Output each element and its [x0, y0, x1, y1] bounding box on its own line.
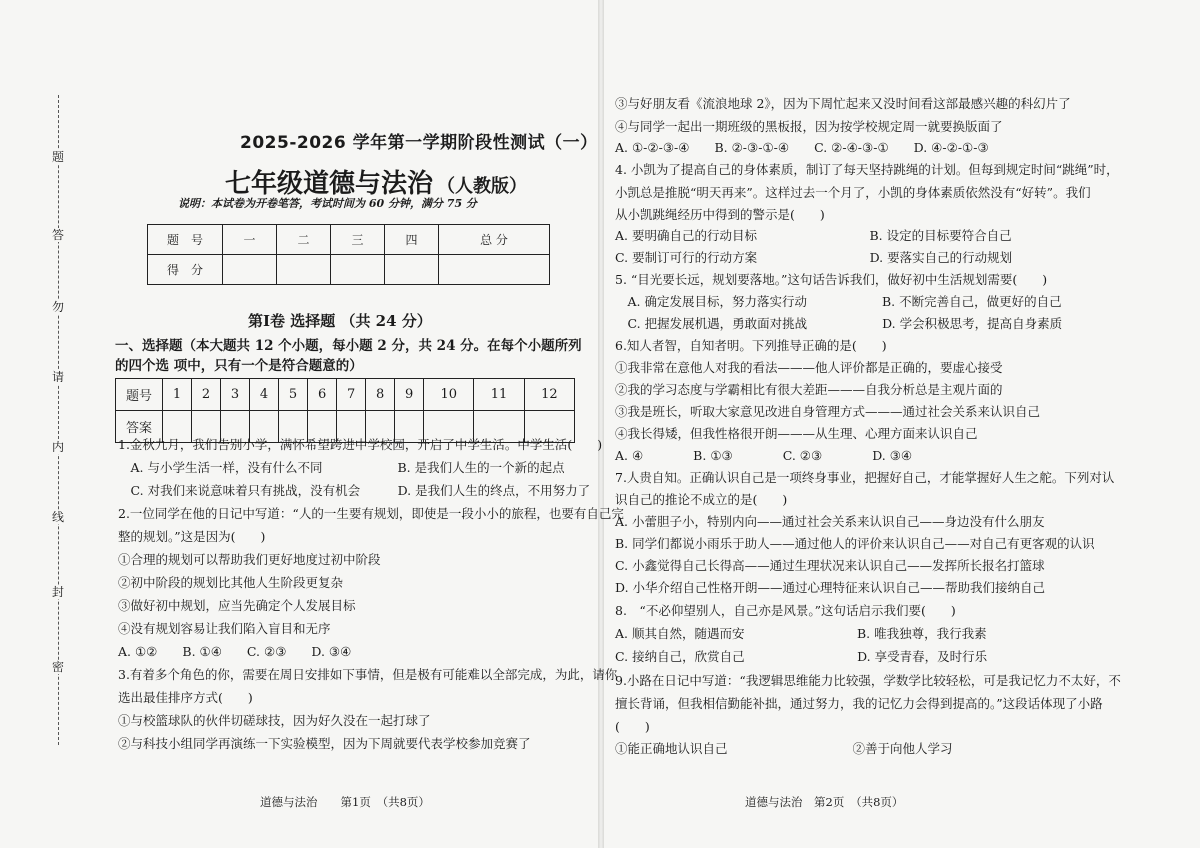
question-number: 12 — [524, 379, 574, 411]
score-header-cell: 一 — [223, 225, 277, 255]
score-header-cell: 四 — [385, 225, 439, 255]
question-line: ①与校篮球队的伙伴切磋球技，因为好久没在一起打球了 — [118, 713, 431, 728]
answer-row-label: 题号 — [116, 379, 163, 411]
binding-dashed-line — [58, 95, 59, 745]
score-cell[interactable] — [331, 255, 385, 285]
question-line: 2.一位同学在他的日记中写道：“人的一生要有规划，即使是一段小小的旅程，也要有自己完 — [118, 506, 624, 521]
question-line: 7.人贵自知。正确认识自己是一项终身事业，把握好自己，才能掌握好人生之舵。下列对认 — [615, 470, 1115, 485]
subject-name: 七年级道德与法治 — [225, 169, 434, 199]
score-cell[interactable] — [277, 255, 331, 285]
question-line: D. 小华介绍自己性格开朗——通过心理特征来认识自己——帮助我们接纳自己 — [615, 580, 1046, 595]
question-line: 9.小路在日记中写道：“我逻辑思维能力比较强，学数学比较轻松，可是我记忆力不太好，不 — [615, 673, 1121, 688]
score-header-cell: 三 — [331, 225, 385, 255]
binding-char: 请 — [48, 370, 68, 384]
question-line: ④我长得矮，但我性格很开朗———从生理、心理方面来认识自己 — [615, 426, 978, 441]
question-line: ③我是班长，听取大家意见改进自身管理方式———通过社会关系来认识自己 — [615, 404, 1041, 419]
question-line: ②初中阶段的规划比其他人生阶段更复杂 — [118, 575, 344, 590]
binding-char: 封 — [48, 585, 68, 599]
question-line: 1.金秋九月，我们告别小学，满怀希望跨进中学校园，开启了中学生活。中学生活( ) — [118, 437, 603, 452]
binding-char: 线 — [48, 510, 68, 524]
question-line: 4. 小凯为了提高自己的身体素质，制订了每天坚持跳绳的计划。但每到规定时间“跳绳”时， — [615, 162, 1119, 177]
question-number: 11 — [474, 379, 524, 411]
question-line: ①合理的规划可以帮助我们更好地度过初中阶段 — [118, 552, 381, 567]
question-line: ③与好朋友看《流浪地球 2》，因为下周忙起来又没时间看这部最感兴趣的科幻片了 — [615, 96, 1071, 111]
question-line: 选出最佳排序方式( ) — [118, 690, 253, 705]
page-footer: 道德与法治 第1页 （共8页） — [260, 795, 430, 809]
question-line: A. ①-②-③-④ B. ②-③-①-④ C. ②-④-③-① D. ④-②-①-③ — [615, 140, 989, 155]
answer-number-row — [116, 379, 575, 411]
section-heading: 第Ⅰ卷 选择题 （共 24 分） — [248, 312, 432, 330]
score-row-label: 得 分 — [148, 255, 223, 285]
score-cell[interactable] — [439, 255, 550, 285]
question-line: C. 对我们来说意味着只有挑战，没有机会 D. 是我们人生的终点，不用努力了 — [118, 483, 591, 498]
binding-char: 答 — [48, 228, 68, 242]
question-number: 8 — [366, 379, 395, 411]
question-line: C. 接纳自己，欣赏自己 D. 享受青春，及时行乐 — [615, 649, 988, 664]
question-line: 小凯总是推脱“明天再来”。这样过去一个月了，小凯的身体素质依然没有“好转”。我们 — [615, 185, 1091, 200]
answer-table — [115, 378, 575, 443]
question-line: ①我非常在意他人对我的看法———他人评价都是正确的，要虚心接受 — [615, 360, 1003, 375]
question-line: ②与科技小组同学再演练一下实验模型，因为下周就要代表学校参加竞赛了 — [118, 736, 531, 751]
question-line: 整的规划。”这是因为( ) — [118, 529, 266, 544]
question-line: A. 与小学生活一样，没有什么不同 B. 是我们人生的一个新的起点 — [118, 460, 565, 475]
page-fold — [598, 0, 604, 848]
question-line: C. 小鑫觉得自己长得高——通过生理状况来认识自己——发挥所长报名打篮球 — [615, 558, 1045, 573]
exam-title: 2025-2026 学年第一学期阶段性测试（一） — [240, 133, 598, 153]
question-number: 4 — [250, 379, 279, 411]
question-number: 7 — [337, 379, 366, 411]
question-line: 擅长背诵，但我相信勤能补拙，通过努力，我的记忆力会得到提高的。”这段话体现了小路 — [615, 696, 1103, 711]
question-line: 5. “目光要长远，规划要落地。”这句话告诉我们，做好初中生活规划需要( ) — [615, 272, 1048, 287]
page-1 — [110, 0, 624, 848]
score-header-cell: 二 — [277, 225, 331, 255]
question-line: 3.有着多个角色的你，需要在周日安排如下事情，但是极有可能难以全部完成，为此，请你 — [118, 667, 618, 682]
question-number: 2 — [192, 379, 221, 411]
question-line: 8. “不必仰望别人，自己亦是风景。”这句话启示我们要( ) — [615, 603, 956, 618]
question-line: ④与同学一起出一期班级的黑板报，因为按学校规定周一就要换版面了 — [615, 119, 1003, 134]
question-line: A. ①② B. ①④ C. ②③ D. ③④ — [118, 644, 352, 659]
score-cell[interactable] — [385, 255, 439, 285]
question-line: C. 把握发展机遇，勇敢面对挑战 D. 学会积极思考，提高自身素质 — [615, 316, 1063, 331]
question-line: A. 要明确自己的行动目标 B. 设定的目标要符合自己 — [615, 228, 1012, 243]
score-header-cell: 总 分 — [439, 225, 550, 255]
score-cell[interactable] — [223, 255, 277, 285]
section-instruction: 一、选择题（本大题共 12 个小题，每小题 2 分，共 24 分。在每个小题所列的四个选 项中，只有一个是符合题意的） — [115, 338, 582, 374]
question-number: 10 — [424, 379, 474, 411]
question-line: 6.知人者智，自知者明。下列推导正确的是( ) — [615, 338, 887, 353]
exam-note: 说明：本试卷为开卷笔答，考试时间为 60 分钟，满分 75 分 — [178, 197, 477, 210]
question-number: 3 — [221, 379, 250, 411]
question-line: A. 小蕾胆子小，特别内向——通过社会关系来认识自己——身边没有什么朋友 — [615, 514, 1045, 529]
binding-char: 内 — [48, 440, 68, 454]
question-line: A. 确定发展目标，努力落实行动 B. 不断完善自己，做更好的自己 — [615, 294, 1062, 309]
question-line: C. 要制订可行的行动方案 D. 要落实自己的行动规划 — [615, 250, 1013, 265]
score-header-cell: 题 号 — [148, 225, 223, 255]
score-header-row — [148, 225, 550, 255]
page-2 — [615, 0, 1195, 848]
answer-row-label: 答案 — [116, 411, 163, 443]
edition-label: （人教版） — [437, 176, 528, 197]
question-line: ③做好初中规划，应当先确定个人发展目标 — [118, 598, 356, 613]
question-line: 识自己的推论不成立的是( ) — [615, 492, 788, 507]
binding-char: 密 — [48, 660, 68, 674]
binding-char: 勿 — [48, 300, 68, 314]
question-line: A. 顺其自然，随遇而安 B. 唯我独尊，我行我素 — [615, 626, 987, 641]
binding-strip — [18, 95, 62, 745]
page-footer: 道德与法治 第2页 （共8页） — [745, 795, 904, 809]
score-table — [147, 224, 550, 285]
question-line: B. 同学们都说小雨乐于助人——通过他人的评价来认识自己——对自己有更客观的认识 — [615, 536, 1095, 551]
question-number: 5 — [279, 379, 308, 411]
question-line: ( ) — [615, 719, 650, 734]
question-number: 9 — [395, 379, 424, 411]
question-line: ②我的学习态度与学霸相比有很大差距———自我分析总是主观片面的 — [615, 382, 1003, 397]
question-line: A. ④ B. ①③ C. ②③ D. ③④ — [615, 448, 913, 463]
question-line: ④没有规划容易让我们陷入盲目和无序 — [118, 621, 331, 636]
question-number: 1 — [163, 379, 192, 411]
question-number: 6 — [308, 379, 337, 411]
binding-char: 题 — [48, 150, 68, 164]
score-value-row — [148, 255, 550, 285]
question-line: 从小凯跳绳经历中得到的警示是( ) — [615, 207, 825, 222]
question-line: ①能正确地认识自己 ②善于向他人学习 — [615, 741, 953, 756]
